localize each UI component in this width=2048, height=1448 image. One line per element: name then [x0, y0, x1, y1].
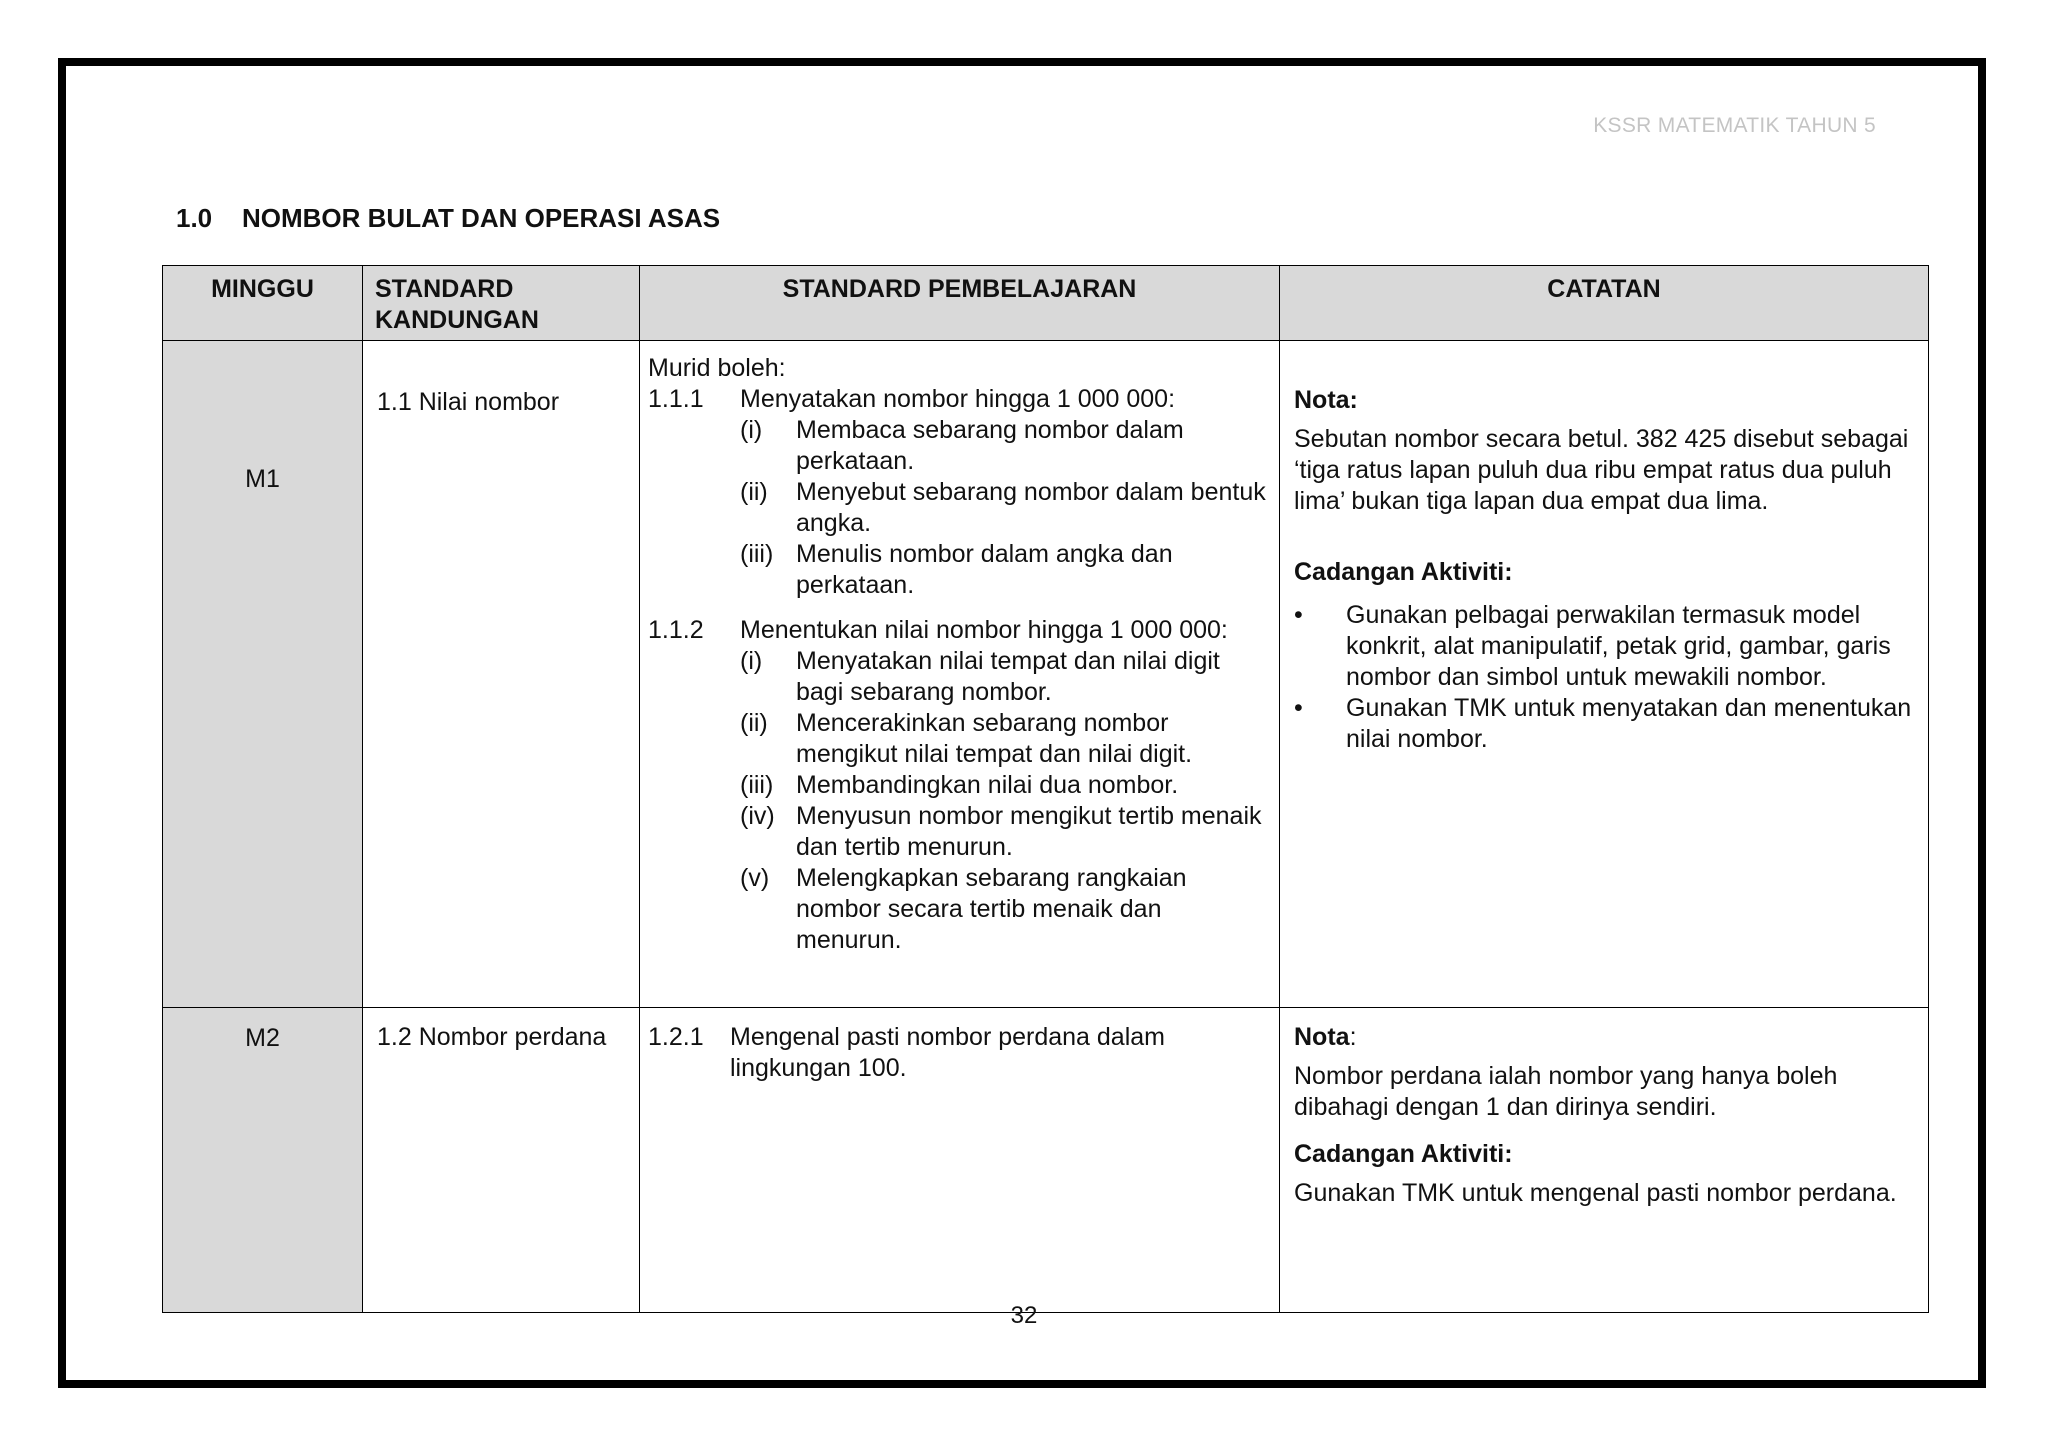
subitem-text: Menyebut sebarang nombor dalam bentuk angka. — [796, 478, 1266, 537]
header-standard-kandungan — [363, 266, 640, 341]
bullet-icon: • — [1294, 694, 1303, 722]
document-header-label: KSSR MATEMATIK TAHUN 5 — [1593, 114, 1876, 137]
subitem-text: Menulis nombor dalam angka dan perkataan. — [796, 540, 1173, 599]
nota-label: Nota: — [1294, 386, 1358, 414]
nota-label: Nota — [1294, 1023, 1350, 1051]
subitem-text: Melengkapkan sebarang rangkaian nombor secara tertib menaik dan menurun. — [796, 864, 1187, 954]
nota-heading — [1294, 1022, 1914, 1053]
subitem-text: Mencerakinkan sebarang nombor mengikut nilai tempat dan nilai digit. — [796, 709, 1193, 768]
list-item — [1294, 600, 1914, 693]
header-sk-line1: STANDARD — [375, 275, 514, 303]
content-standard-cell: 1.2 Nombor perdana — [363, 1008, 640, 1313]
activity-list — [1294, 600, 1914, 755]
bullet-icon: • — [1294, 601, 1303, 629]
learning-subitem — [648, 708, 1269, 770]
header-standard-pembelajaran: STANDARD PEMBELAJARAN — [640, 266, 1280, 341]
subitem-numeral: (ii) — [740, 478, 768, 506]
learning-code: 1.1.1 — [648, 385, 704, 413]
header-catatan: CATATAN — [1280, 266, 1929, 341]
subitem-numeral: (iii) — [740, 540, 774, 568]
learning-code: 1.1.2 — [648, 616, 704, 644]
notes-cell — [1280, 1008, 1929, 1313]
subitem-numeral: (iv) — [740, 802, 775, 830]
section-title — [176, 203, 720, 234]
content-standard-cell: 1.1 Nilai nombor — [363, 341, 640, 1008]
week-cell — [163, 341, 363, 1008]
list-item — [1294, 693, 1914, 755]
learning-text: Menyatakan nombor hingga 1 000 000: — [740, 385, 1176, 413]
table-row — [163, 1008, 1929, 1313]
table-row — [163, 341, 1929, 1008]
activity-text: Gunakan pelbagai perwakilan termasuk model konkrit, alat manipulatif, petak grid, gambar, garis nombor dan simbol untuk mewakili nombor. — [1346, 601, 1891, 691]
learning-text: Mengenal pasti nombor perdana dalam lingkungan 100. — [730, 1023, 1165, 1082]
week-cell — [163, 1008, 363, 1313]
learning-subitem — [648, 539, 1269, 601]
subitem-text: Menyatakan nilai tempat dan nilai digit bagi sebarang nombor. — [796, 647, 1220, 706]
header-minggu: MINGGU — [163, 266, 363, 341]
subitem-numeral: (i) — [740, 647, 763, 675]
subitem-numeral: (iii) — [740, 771, 774, 799]
learning-intro: Murid boleh: — [648, 354, 786, 382]
learning-item — [648, 384, 1269, 415]
week-label: M1 — [245, 465, 280, 493]
subitem-text: Membaca sebarang nombor dalam perkataan. — [796, 416, 1184, 475]
learning-subitem — [648, 415, 1269, 477]
week-label: M2 — [245, 1024, 280, 1052]
learning-subitem — [648, 801, 1269, 863]
activity-label: Cadangan Aktiviti: — [1294, 1140, 1513, 1168]
curriculum-table — [162, 265, 1929, 1313]
notes-cell — [1280, 341, 1929, 1008]
learning-item — [648, 615, 1269, 646]
activity-label: Cadangan Aktiviti: — [1294, 558, 1513, 586]
section-number: 1.0 — [176, 203, 213, 233]
learning-subitem — [648, 863, 1269, 956]
section-title-text: NOMBOR BULAT DAN OPERASI ASAS — [242, 203, 721, 233]
nota-text: Nombor perdana ialah nombor yang hanya boleh dibahagi dengan 1 dan dirinya sendiri. — [1294, 1062, 1838, 1121]
learning-code: 1.2.1 — [648, 1023, 704, 1051]
subitem-text: Menyusun nombor mengikut tertib menaik dan tertib menurun. — [796, 802, 1262, 861]
header-sk-line2: KANDUNGAN — [375, 306, 539, 334]
table-header-row — [163, 266, 1929, 341]
learning-standard-cell — [640, 1008, 1280, 1313]
learning-item — [648, 1022, 1269, 1084]
subitem-numeral: (v) — [740, 864, 770, 892]
subitem-numeral: (i) — [740, 416, 763, 444]
subitem-text: Membandingkan nilai dua nombor. — [796, 771, 1179, 799]
learning-text: Menentukan nilai nombor hingga 1 000 000: — [740, 616, 1228, 644]
learning-subitem — [648, 646, 1269, 708]
activity-text: Gunakan TMK untuk mengenal pasti nombor perdana. — [1294, 1179, 1897, 1207]
learning-subitem — [648, 477, 1269, 539]
activity-text: Gunakan TMK untuk menyatakan dan menentukan nilai nombor. — [1346, 694, 1912, 753]
nota-text: Sebutan nombor secara betul. 382 425 disebut sebagai ‘tiga ratus lapan puluh dua ribu empat ratus dua puluh lima’ bukan tiga lapan dua empat dua lima. — [1294, 425, 1909, 515]
subitem-numeral: (ii) — [740, 709, 768, 737]
nota-colon: : — [1349, 1023, 1357, 1051]
page-number: 32 — [1010, 1302, 1038, 1329]
learning-subitem — [648, 770, 1269, 801]
learning-standard-cell — [640, 341, 1280, 1008]
